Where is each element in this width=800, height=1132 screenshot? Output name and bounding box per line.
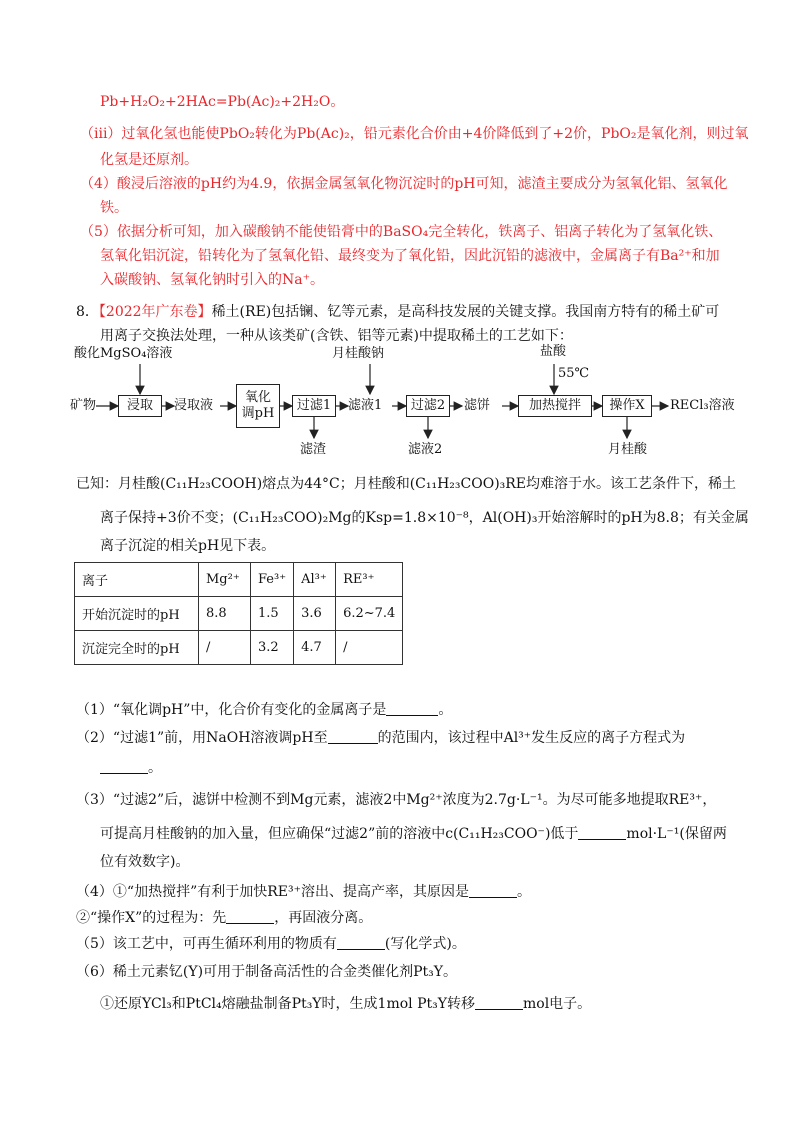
flow-product-recl3: RECl₃溶液 bbox=[670, 398, 735, 413]
subquestion-5-end: (写化学式)。 bbox=[384, 936, 466, 952]
subquestion-2-text: （2）“过滤1”前，用NaOH溶液调pH至 bbox=[76, 730, 328, 746]
table-header-cell: RE³⁺ bbox=[336, 563, 403, 597]
subquestion-6a-end: mol电子。 bbox=[523, 996, 592, 1012]
known-line1: 已知：月桂酸(C₁₁H₂₃COOH)熔点为44°C；月桂酸和(C₁₁H₂₃COO)₃RE均难溶于水。该工艺条件下，稀土 bbox=[76, 476, 737, 492]
flow-box-oxidize-adjust-ph bbox=[236, 384, 280, 428]
table-cell: / bbox=[199, 631, 251, 665]
subquestion-3-cont bbox=[100, 824, 727, 844]
table-header-cell: Al³⁺ bbox=[294, 563, 336, 597]
answer-4-cont: 铁。 bbox=[100, 200, 128, 216]
answer-5: （5）依据分析可知，加入碳酸钠不能使铅膏中的BaSO₄完全转化，铁离子、铝离子转化为了氢氧化铁、 bbox=[80, 224, 723, 240]
reagent-sodium-laurate: 月桂酸钠 bbox=[332, 346, 385, 361]
table-header-cell: Mg²⁺ bbox=[199, 563, 251, 597]
answer-blank[interactable] bbox=[475, 995, 523, 1010]
flow-box-filter1: 过滤1 bbox=[292, 395, 336, 417]
temperature-label: 55℃ bbox=[558, 366, 590, 381]
answer-blank[interactable] bbox=[469, 883, 517, 898]
subquestion-3-unit: mol·L⁻¹(保留两 bbox=[626, 826, 727, 842]
flow-box-filter2: 过滤2 bbox=[406, 395, 450, 417]
table-cell: 4.7 bbox=[294, 631, 336, 665]
ph-table bbox=[74, 562, 403, 665]
subquestion-4b-end: ，再固液分离。 bbox=[274, 910, 373, 926]
answer-4: （4）酸浸后溶液的pH约为4.9，依据金属氢氧化物沉淀时的pH可知，滤渣主要成分为氢氧化铝、氢氧化 bbox=[80, 176, 728, 192]
answer-5-cont1: 氢氧化铝沉淀，铅转化为了氢氧化铅、最终变为了氧化铅，因此沉铅的滤液中，金属离子有Ba²⁺和加 bbox=[100, 248, 720, 264]
known-line3: 离子沉淀的相关pH见下表。 bbox=[100, 538, 276, 554]
question-intro-text: 稀土(RE)包括镧、钇等元素，是高科技发展的关键支撑。我国南方特有的稀土矿可 bbox=[211, 304, 720, 320]
table-cell: 3.2 bbox=[251, 631, 294, 665]
table-row bbox=[75, 631, 403, 665]
flow-start-ore: 矿物 bbox=[70, 398, 97, 413]
table-cell: 开始沉淀时的pH bbox=[75, 597, 199, 631]
table-cell: 1.5 bbox=[251, 597, 294, 631]
subquestion-1 bbox=[76, 700, 452, 720]
flow-output-lauric-acid: 月桂酸 bbox=[608, 442, 648, 457]
answer-blank[interactable] bbox=[337, 935, 385, 950]
subquestion-3-cont-text: 可提高月桂酸钠的加入量，但应确保“过滤2”前的溶液中c(C₁₁H₂₃COO⁻)低于 bbox=[100, 826, 579, 842]
subquestion-4b bbox=[76, 908, 372, 928]
answer-blank[interactable] bbox=[386, 701, 438, 716]
subquestion-1-end: 。 bbox=[438, 702, 453, 718]
question-intro-cont: 用离子交换法处理，一种从该类矿(含铁、铝等元素)中提取稀土的工艺如下： bbox=[100, 328, 573, 344]
subquestion-1-text: （1）“氧化调pH”中，化合价有变化的金属离子是 bbox=[76, 702, 387, 718]
flow-box-heat-stir: 加热搅拌 bbox=[518, 395, 592, 417]
table-header-cell: Fe³⁺ bbox=[251, 563, 294, 597]
subquestion-6a bbox=[100, 994, 591, 1014]
subquestion-6: （6）稀土元素钇(Y)可用于制备高活性的合金类催化剂Pt₃Y。 bbox=[76, 964, 457, 980]
reagent-hcl: 盐酸 bbox=[540, 344, 567, 359]
answer-equation: Pb+H₂O₂+2HAc=Pb(Ac)₂+2H₂O。 bbox=[100, 94, 345, 110]
table-header-row bbox=[75, 563, 403, 597]
subquestion-5-text: （5）该工艺中，可再生循环利用的物质有 bbox=[76, 936, 337, 952]
answer-blank[interactable] bbox=[328, 729, 378, 744]
subquestion-3-cont2: 位有效数字)。 bbox=[100, 854, 190, 870]
flow-box-operation-x: 操作X bbox=[602, 395, 652, 417]
flow-filter-cake: 滤饼 bbox=[464, 398, 491, 413]
subquestion-4 bbox=[76, 882, 531, 902]
table-cell: 8.8 bbox=[199, 597, 251, 631]
answer-blank[interactable] bbox=[226, 909, 274, 924]
question-number: 8． bbox=[76, 304, 99, 320]
flow-output-residue: 滤渣 bbox=[300, 442, 327, 457]
subquestion-4b-text: ②“操作X”的过程为：先 bbox=[76, 910, 227, 926]
flow-box-oxidize-line2: 调pH bbox=[241, 406, 275, 421]
question-intro bbox=[76, 302, 719, 322]
question-source: 【2022年广东卷】 bbox=[98, 304, 212, 320]
answer-blank[interactable] bbox=[578, 825, 626, 840]
subquestion-2 bbox=[76, 728, 685, 748]
answer-blank[interactable] bbox=[100, 759, 148, 774]
subquestion-3: （3）“过滤2”后，滤饼中检测不到Mg元素，滤液2中Mg²⁺浓度为2.7g·L⁻¹。为尽可能多地提取RE³⁺， bbox=[76, 792, 717, 808]
flow-filtrate1: 滤液1 bbox=[348, 398, 383, 413]
subquestion-4-text: （4）①“加热搅拌”有利于加快RE³⁺溶出、提高产率，其原因是 bbox=[76, 884, 469, 900]
process-flow-diagram bbox=[70, 344, 750, 464]
subquestion-2-mid: 的范围内，该过程中Al³⁺发生反应的离子方程式为 bbox=[377, 730, 686, 746]
table-cell: / bbox=[336, 631, 403, 665]
flow-leachate: 浸取液 bbox=[174, 398, 214, 413]
known-line2: 离子保持+3价不变；(C₁₁H₂₃COO)₂Mg的Ksp=1.8×10⁻⁸，Al(OH)₃开始溶解时的pH为8.8；有关金属 bbox=[100, 510, 749, 526]
subquestion-4-end: 。 bbox=[516, 884, 531, 900]
subquestion-2-cont bbox=[100, 758, 162, 778]
subquestion-5 bbox=[76, 934, 466, 954]
answer-iii: （iii）过氧化氢也能使PbO₂转化为Pb(Ac)₂，铅元素化合价由+4价降低到了+2价，PbO₂是氧化剂，则过氧 bbox=[80, 126, 749, 142]
answer-5-cont2: 入碳酸钠、氢氧化钠时引入的Na⁺。 bbox=[100, 272, 324, 288]
answer-iii-cont: 化氢是还原剂。 bbox=[100, 152, 198, 168]
table-cell: 6.2~7.4 bbox=[336, 597, 403, 631]
table-cell: 沉淀完全时的pH bbox=[75, 631, 199, 665]
table-row bbox=[75, 597, 403, 631]
subquestion-6a-text: ①还原YCl₃和PtCl₄熔融盐制备Pt₃Y时，生成1mol Pt₃Y转移 bbox=[100, 996, 475, 1012]
flow-box-leach: 浸取 bbox=[118, 395, 162, 417]
table-cell: 3.6 bbox=[294, 597, 336, 631]
flow-output-filtrate2: 滤液2 bbox=[408, 442, 443, 457]
table-header-cell: 离子 bbox=[75, 563, 199, 597]
flow-box-oxidize-line1: 氧化 bbox=[244, 390, 271, 405]
reagent-mgso4: 酸化MgSO₄溶液 bbox=[74, 346, 173, 361]
subquestion-2-end: 。 bbox=[148, 760, 162, 776]
